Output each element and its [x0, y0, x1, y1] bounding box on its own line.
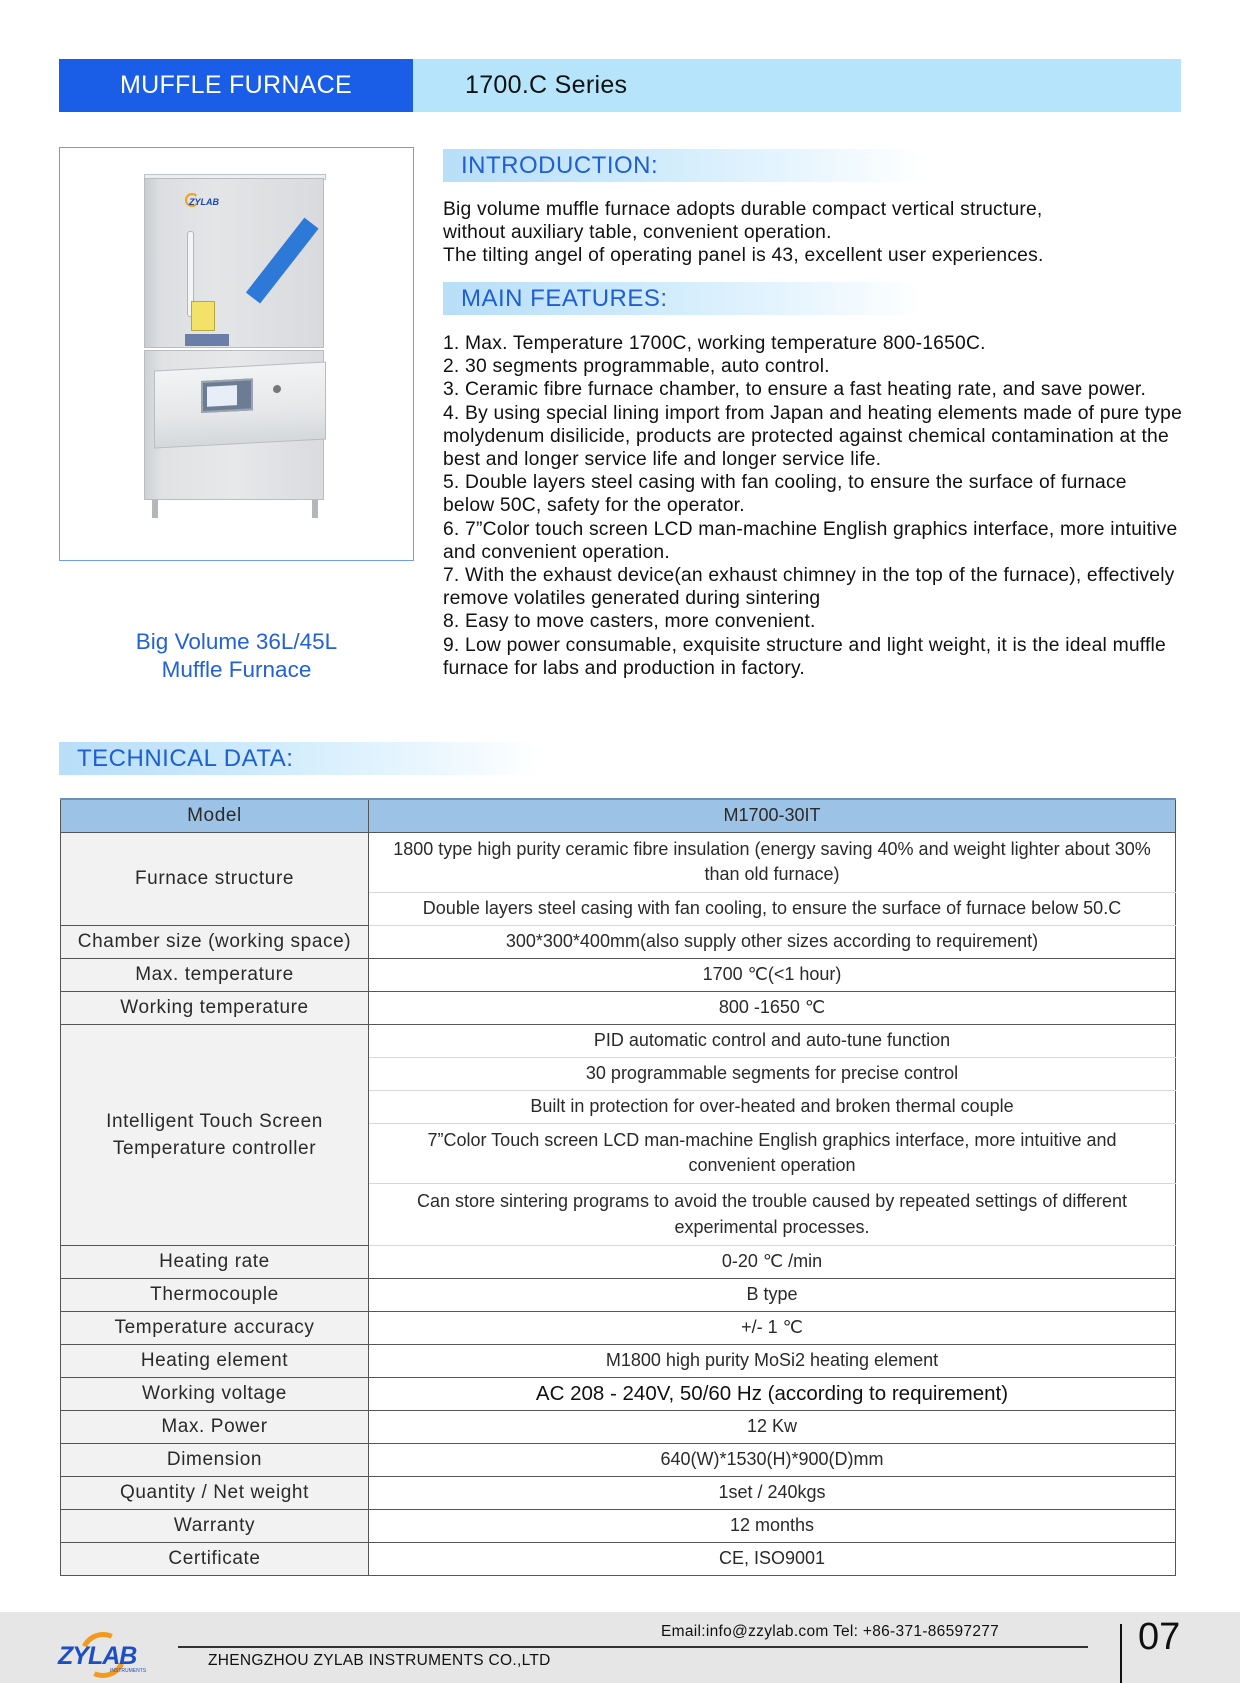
warning-label — [191, 301, 215, 331]
furnace-leg — [312, 500, 318, 518]
table-row — [61, 1344, 1176, 1377]
features-heading: MAIN FEATURES: — [443, 282, 923, 315]
category-title: MUFFLE FURNACE — [59, 59, 413, 112]
quantity-weight-label: Quantity / Net weight — [61, 1476, 369, 1509]
table-header-row — [61, 799, 1176, 832]
table-row — [61, 1245, 1176, 1278]
company-name: ZHENGZHOU ZYLAB INSTRUMENTS CO.,LTD — [208, 1652, 551, 1669]
model-value: M1700-30IT — [369, 799, 1176, 832]
table-row — [61, 1377, 1176, 1410]
max-power-label: Max. Power — [61, 1410, 369, 1443]
table-row — [61, 991, 1176, 1024]
furnace-structure-label: Furnace structure — [61, 832, 369, 925]
table-row — [61, 832, 1176, 892]
model-label: Model — [61, 799, 369, 832]
temperature-accuracy-label: Temperature accuracy — [61, 1311, 369, 1344]
page-footer — [0, 1612, 1240, 1683]
max-temperature-label: Max. temperature — [61, 958, 369, 991]
furnace-leg — [152, 500, 158, 518]
warranty-label: Warranty — [61, 1509, 369, 1542]
controller-value: 30 programmable segments for precise control — [369, 1057, 1176, 1090]
page-number-divider — [1120, 1624, 1122, 1683]
controller-label: Intelligent Touch Screen Temperature controller — [61, 1024, 369, 1245]
working-temperature-value: 800 -1650 ℃ — [369, 991, 1176, 1024]
thermocouple-value: B type — [369, 1278, 1176, 1311]
table-row — [61, 1509, 1176, 1542]
working-temperature-label: Working temperature — [61, 991, 369, 1024]
table-row — [61, 1024, 1176, 1057]
certificate-label: Certificate — [61, 1542, 369, 1575]
feature-item: 2. 30 segments programmable, auto control. — [443, 356, 830, 378]
certificate-value: CE, ISO9001 — [369, 1542, 1176, 1575]
feature-item: 7. With the exhaust device(an exhaust chimney in the top of the furnace), effectively remove volatiles generated during sintering — [443, 565, 1175, 610]
chamber-size-value: 300*300*400mm(also supply other sizes according to requirement) — [369, 925, 1176, 958]
working-voltage-value: AC 208 - 240V, 50/60 Hz (according to requirement) — [369, 1377, 1176, 1410]
furnace-illustration — [144, 178, 334, 536]
quantity-weight-value: 1set / 240kgs — [369, 1476, 1176, 1509]
feature-item: 9. Low power consumable, exquisite structure and light weight, it is the ideal muffle furnace for labs and production in factory. — [443, 634, 1166, 679]
table-row — [61, 925, 1176, 958]
dimension-value: 640(W)*1530(H)*900(D)mm — [369, 1443, 1176, 1476]
dimension-label: Dimension — [61, 1443, 369, 1476]
control-panel — [154, 361, 326, 448]
furnace-structure-value: Double layers steel casing with fan cooling, to ensure the surface of furnace below 50.C — [369, 892, 1176, 925]
heating-element-label: Heating element — [61, 1344, 369, 1377]
table-row — [61, 1476, 1176, 1509]
series-title: 1700.C Series — [413, 59, 1181, 112]
spec-table — [60, 798, 1176, 1576]
max-power-value: 12 Kw — [369, 1410, 1176, 1443]
feature-item: 4. By using special lining import from Japan and heating elements made of pure type molydenum disilicide, products are protected against chemical contamination at the best and longer service life and longer service life. — [443, 402, 1182, 471]
spec-label — [185, 334, 229, 346]
company-logo: ZYLAB INSTRUMENTS — [58, 1632, 158, 1678]
feature-item: 8. Easy to move casters, more convenient. — [443, 611, 816, 633]
working-voltage-label: Working voltage — [61, 1377, 369, 1410]
table-row — [61, 1311, 1176, 1344]
blue-banner-sticker — [246, 218, 319, 304]
technical-data-heading: TECHNICAL DATA: — [59, 742, 539, 775]
introduction-text: Big volume muffle furnace adopts durable compact vertical structure, without auxiliary table, convenient operation. The tilting angel of operating panel is 43, excellent user experiences. — [443, 199, 1044, 267]
table-row — [61, 1278, 1176, 1311]
chamber-size-label: Chamber size (working space) — [61, 925, 369, 958]
warranty-value: 12 months — [369, 1509, 1176, 1542]
table-row — [61, 1542, 1176, 1575]
product-image — [59, 147, 414, 561]
controller-value: Built in protection for over-heated and broken thermal couple — [369, 1090, 1176, 1123]
feature-item: 6. 7”Color touch screen LCD man-machine English graphics interface, more intuitive and convenient operation. — [443, 518, 1178, 563]
contact-info: Email:info@zzylab.com Tel: +86-371-86597277 — [661, 1623, 1000, 1640]
product-caption: Big Volume 36L/45L Muffle Furnace — [135, 629, 338, 682]
furnace-logo: ZYLAB — [189, 197, 219, 207]
controller-value: Can store sintering programs to avoid the trouble caused by repeated settings of different experimental processes. — [369, 1183, 1176, 1245]
temperature-accuracy-value: +/- 1 ℃ — [369, 1311, 1176, 1344]
table-row — [61, 958, 1176, 991]
page-number: 07 — [1138, 1616, 1181, 1658]
features-list — [443, 332, 1183, 680]
heating-rate-label: Heating rate — [61, 1245, 369, 1278]
introduction-heading: INTRODUCTION: — [443, 149, 923, 182]
title-bar — [59, 59, 1181, 112]
furnace-structure-value: 1800 type high purity ceramic fibre insulation (energy saving 40% and weight lighter about 30% than old furnace) — [369, 832, 1176, 892]
touch-screen — [201, 378, 253, 413]
controller-value: PID automatic control and auto-tune function — [369, 1024, 1176, 1057]
thermocouple-label: Thermocouple — [61, 1278, 369, 1311]
power-switch-icon — [273, 385, 281, 393]
heating-rate-value: 0-20 ℃ /min — [369, 1245, 1176, 1278]
table-row — [61, 1443, 1176, 1476]
feature-item: 1. Max. Temperature 1700C, working temperature 800-1650C. — [443, 333, 986, 354]
max-temperature-value: 1700 ℃(<1 hour) — [369, 958, 1176, 991]
furnace-door — [144, 178, 324, 348]
heating-element-value: M1800 high purity MoSi2 heating element — [369, 1344, 1176, 1377]
footer-divider — [178, 1646, 1088, 1648]
table-row — [61, 1410, 1176, 1443]
feature-item: 3. Ceramic fibre furnace chamber, to ensure a fast heating rate, and save power. — [443, 379, 1147, 401]
controller-value: 7”Color Touch screen LCD man-machine English graphics interface, more intuitive and convenient operation — [369, 1123, 1176, 1183]
feature-item: 5. Double layers steel casing with fan cooling, to ensure the surface of furnace below 50C, safety for the operator. — [443, 472, 1127, 517]
